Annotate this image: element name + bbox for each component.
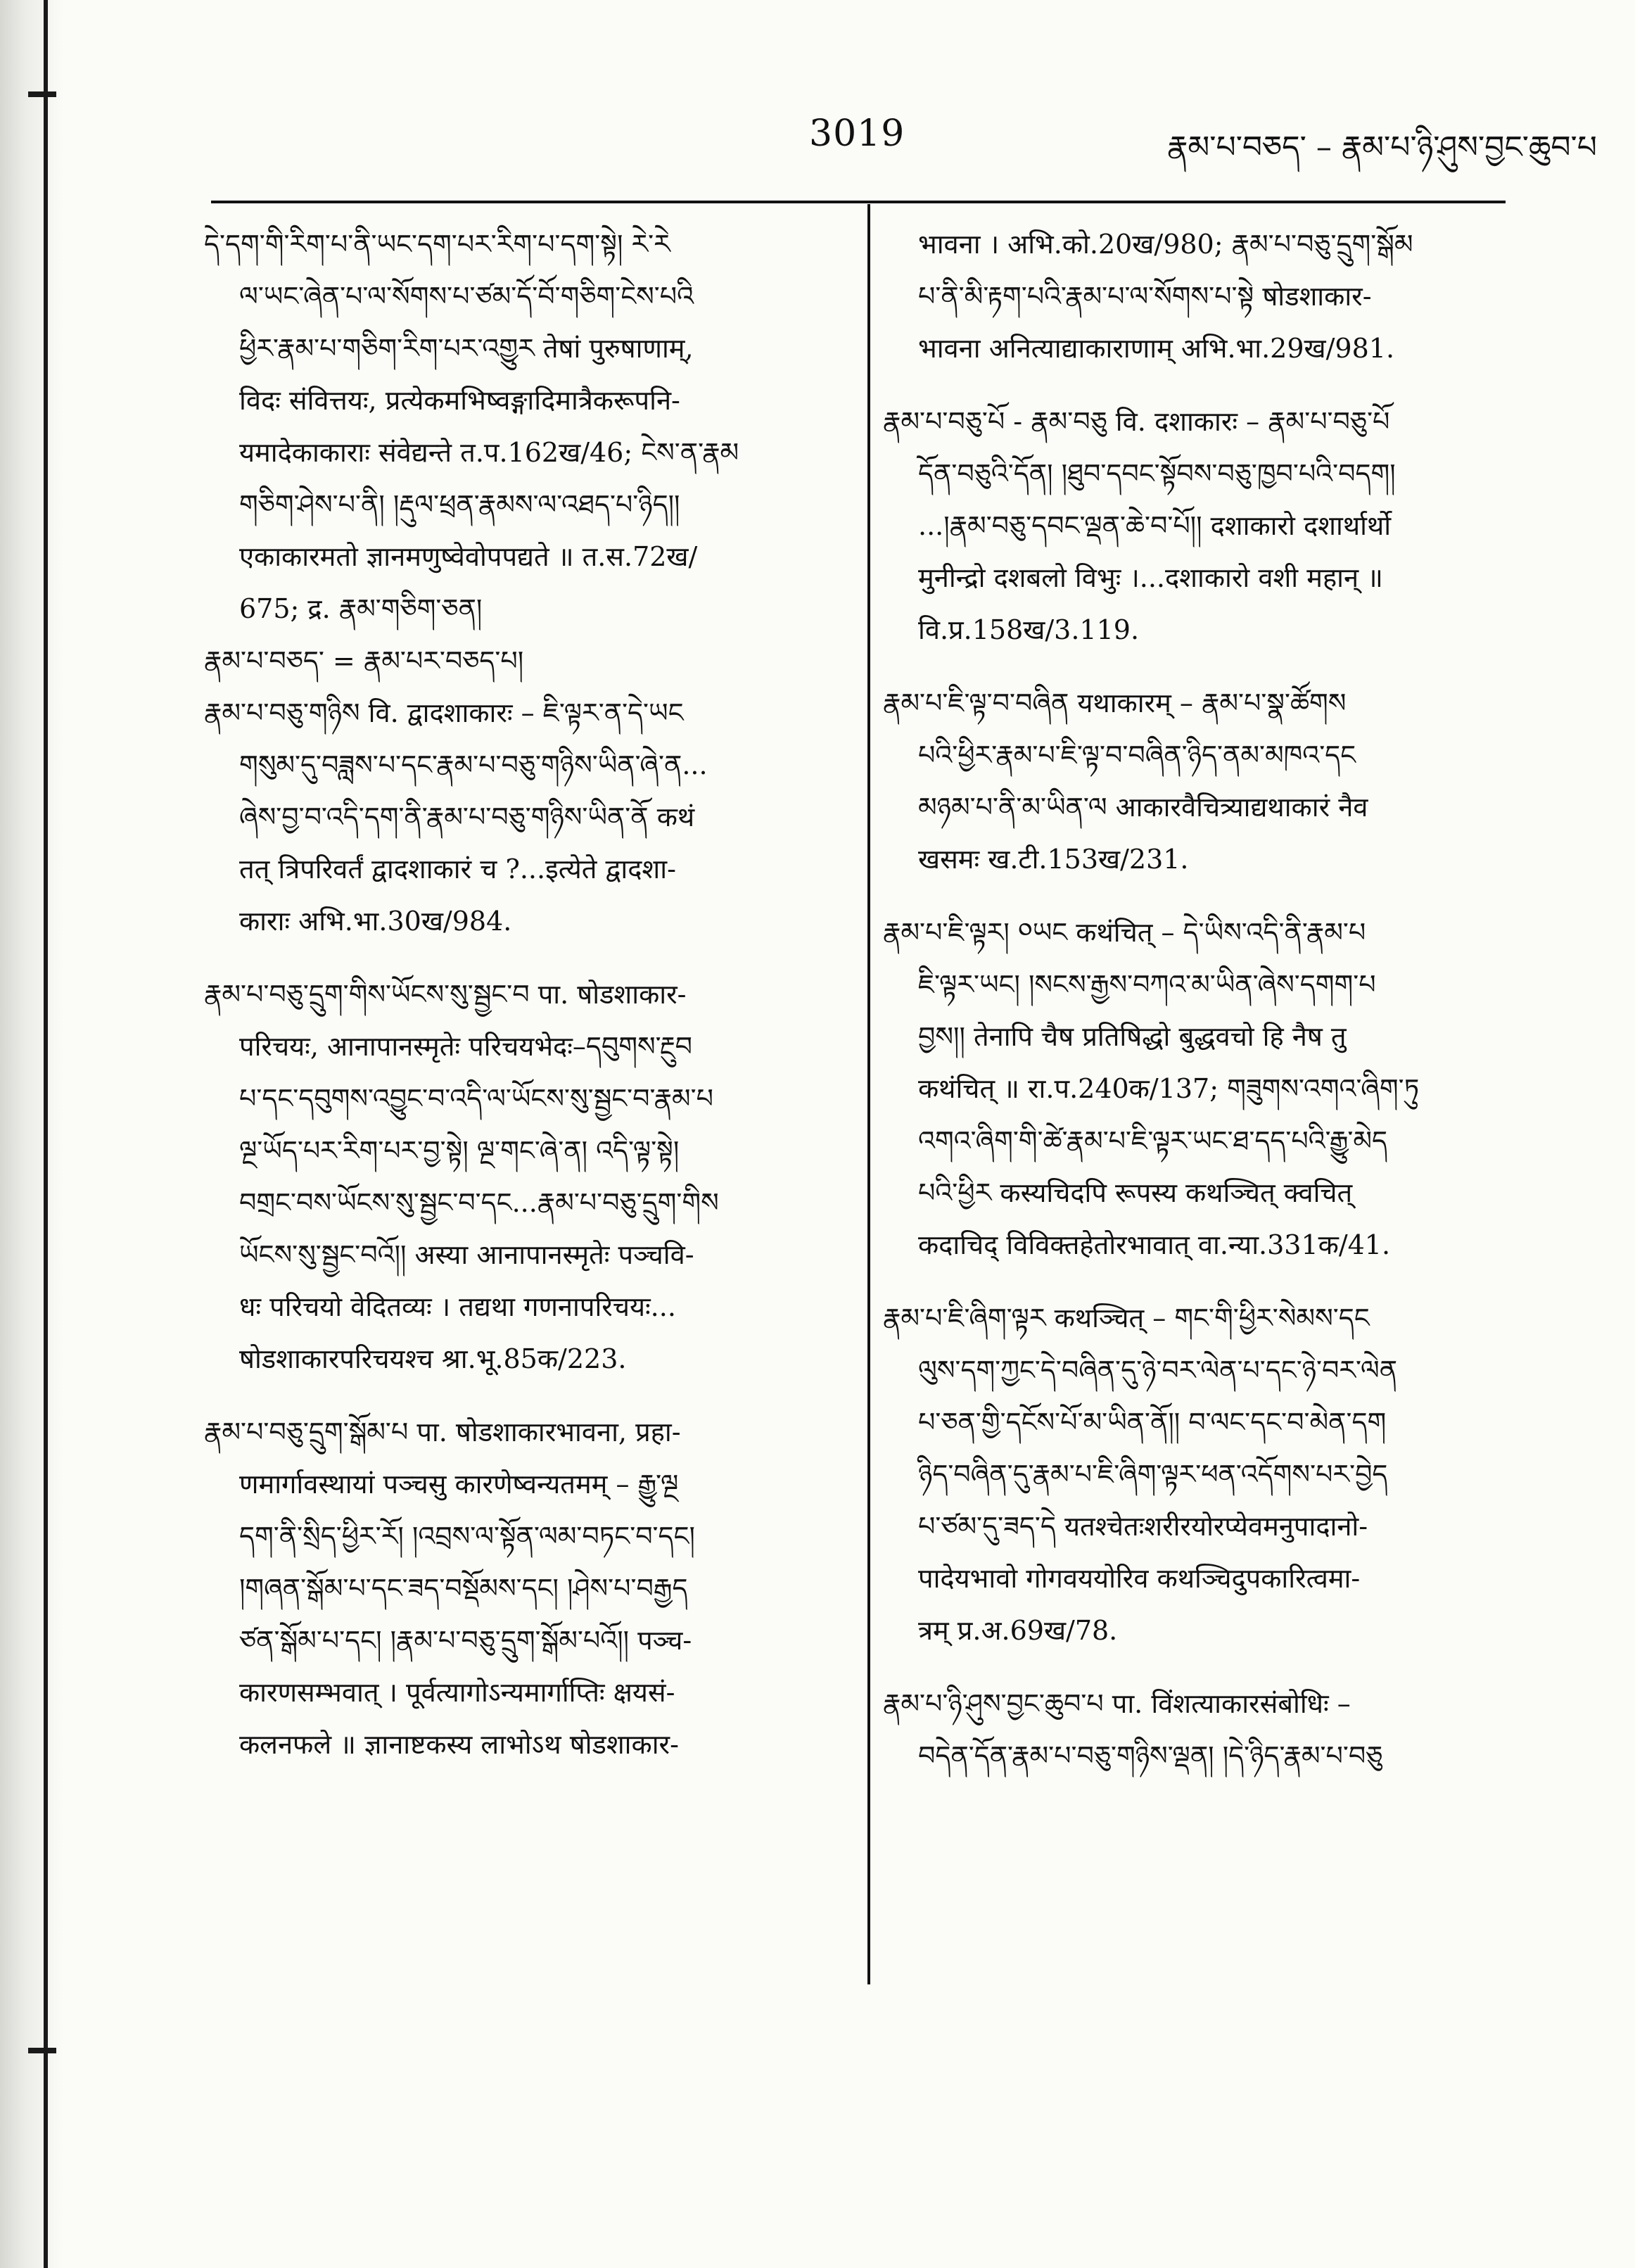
column-divider <box>867 204 870 1984</box>
entry-text-line: कलनफले ॥ ज्ञानाष्टकस्य लाभोऽथ षोडशाकार- <box>239 1729 679 1760</box>
entry-text-line: धः परिचयो वेदितव्यः । तद्यथा गणनापरिचयः... <box>239 1291 676 1322</box>
entry-headword-line: རྣམ་པ་བཅུ་དྲུག་སྒོམ་པ पा. षोडशाकारभावना, प्रहा- <box>204 1417 681 1447</box>
entry-text-line: कारणसम्भवात् । पूर्वत्यागोऽन्यमार्गाप्तिः क्षयसं- <box>239 1677 675 1708</box>
entry-text-line: ཙན་སྒོམ་པ་དང། །རྣམ་པ་བཅུ་དྲུག་སྒོམ་པའོ།། पञ्च- <box>239 1625 692 1656</box>
entry-text-line: པ་དང་དབུགས་འབྱུང་བ་འདི་ལ་ཡོངས་སུ་སྦྱང་བ་རྣམ་པ <box>239 1083 713 1114</box>
entry-text-line: एकाकारमतो ज्ञानमणुष्वेवोपपद्यते ॥ त.स.72ख/ <box>239 541 698 572</box>
entry-headword-line: རྣམ་པ་ཇི་ལྟ་བ་བཞིན यथाकारम् – རྣམ་པ་སྣ་ཚོགས <box>883 688 1347 718</box>
entry-headword-line: རྣམ་པ་ཇི་ལྟར། ༠ཡང कथंचित् – དེ་ཡིས་འདི་ནི་རྣམ་པ <box>883 917 1366 948</box>
entry-gap <box>883 885 1513 906</box>
entry-headword-line: རྣམ་པ་བཅུ་དྲུག་གིས་ཡོངས་སུ་སྦྱང་བ पा. षोडशाकार- <box>204 979 687 1010</box>
entry-headword-line: རྣམ་པ་བཅུ་གཉིས वि. द्वादशाकारः – ཇི་ལྟར་ན་དེ་ཡང <box>204 697 684 728</box>
entry-text-line: གསུམ་དུ་བཟླས་པ་དང་རྣམ་པ་བཅུ་གཉིས་ཡིན་ཞེ་ན... <box>239 749 708 780</box>
entry-text-line: པའི་ཕྱིར་རྣམ་པ་ཇི་ལྟ་བ་བཞིན་ཉིད་ནམ་མཁའ་དང <box>918 740 1356 771</box>
entry-text-line: त्रम् प्र.अ.69ख/78. <box>918 1615 1118 1646</box>
left-column <box>204 218 858 1770</box>
entry-text-line: भावना अनित्याद्याकाराणाम् अभि.भा.29ख/981. <box>918 333 1395 364</box>
entry-text-line: དག་ནི་སྲིད་ཕྱིར་རོ། །འབྲས་ལ་སྟོན་ལམ་བཏང་བ་དང། <box>239 1521 695 1552</box>
entry-headword-line: རྣམ་པ་ཇི་ཞིག་ལྟར कथञ्चित् – གང་གི་ཕྱིར་སེམས་དང <box>883 1303 1370 1333</box>
entry-gap <box>883 1656 1513 1678</box>
entry-text-line: མཉམ་པ་ནི་མ་ཡིན་ལ आकारवैचित्र्याद्यथाकारं नैव <box>918 792 1368 823</box>
entry-text-line: དོན་བཅུའི་དོན། །ཐུབ་དབང་སྟོབས་བཅུ་ཁྱབ་པའི་བདག། <box>918 458 1396 489</box>
entry-text-line: खसमः ख.टी.153ख/231. <box>918 844 1189 875</box>
page-number: 3019 <box>809 113 905 155</box>
entry-text-line: པ་ཙམ་དུ་ཟད་དེ यतश्चेतःशरीरयोरप्येवमनुपादानो- <box>918 1511 1368 1542</box>
entry-headword-line: རྣམ་པ་ཉི་ཤུས་བྱང་ཆུབ་པ पा. विंशत्याकारसंबोधिः – <box>883 1688 1351 1719</box>
right-column <box>883 218 1513 1782</box>
entry-text-line: བདེན་དོན་རྣམ་པ་བཅུ་གཉིས་ལྡན། །དེ་ཉིད་རྣམ་པ་བཅུ <box>918 1740 1383 1771</box>
entry-text-line: कदाचिद् विविक्तहेतोरभावात् वा.न्या.331क/41. <box>918 1229 1391 1260</box>
entry-text-line: वि.प्र.158ख/3.119. <box>918 614 1140 645</box>
entry-text-line: ལྔ་ཡོད་པར་རིག་པར་བྱ་སྟེ། ལྔ་གང་ཞེ་ན། འདི་ལྟ་སྟེ། <box>239 1135 680 1166</box>
entry-text-line: पादेयभावो गोगवययोरिव कथञ्चिदुपकारित्वमा- <box>918 1563 1361 1594</box>
entry-text-line: यमादेकाकाराः संवेद्यन्ते त.प.162ख/46; ངེས་ན་རྣམ <box>239 437 739 468</box>
entry-headword-line: རྣམ་པ་བཅུ་པོ - རྣམ་བཅུ वि. दशाकारः – རྣམ་པ་བཅུ་པོ <box>883 406 1390 437</box>
entry-text-line: ལུས་དག་ཀྱང་དེ་བཞིན་དུ་ཉེ་བར་ལེན་པ་དང་ཉེ་བར་ལེན <box>918 1355 1398 1386</box>
entry-text-line: འགའ་ཞིག་གི་ཚེ་རྣམ་པ་ཇི་ལྟར་ཡང་ཐ་དད་པའི་རྒྱུ་མེད <box>918 1125 1388 1156</box>
entry-text-line: ཡོངས་སུ་སྦྱང་བའོ།། अस्या आनापानस्मृतेः पञ्चवि- <box>239 1239 694 1270</box>
entry-headword-line: རྣམ་པ་བཅད་ = རྣམ་པར་བཅད་པ། <box>204 645 524 676</box>
entry-gap <box>204 947 858 968</box>
entry-text-line: 675; द्र. རྣམ་གཅིག་ཅན། <box>239 593 483 624</box>
binding-edge <box>0 0 63 2268</box>
entry-text-line: པ་ནི་མི་རྟག་པའི་རྣམ་པ་ལ་སོགས་པ་སྟེ षोडशाकार- <box>918 281 1372 312</box>
entry-gap <box>883 1271 1513 1292</box>
entry-text-line: काराः अभि.भा.30ख/984. <box>239 906 512 937</box>
entry-text-line: པ་ཅན་གྱི་དངོས་པོ་མ་ཡིན་ནོ།། བ་ལང་དང་བ་མེན་དག <box>918 1407 1387 1438</box>
entry-text-line: णमार्गावस्थायां पञ्चसु कारणेष्वन्यतमम् – རྒྱུ་ལྔ <box>239 1469 679 1500</box>
binding-line <box>44 0 48 2268</box>
entry-text-line: ...།རྣམ་བཅུ་དབང་ལྡན་ཆེ་བ་པོ།། दशाकारो दशार्थार्थो <box>918 510 1392 541</box>
entry-text-line: པའི་ཕྱིར कस्यचिदपि रूपस्य कथञ्चित् क्वचित् <box>918 1177 1353 1208</box>
binding-mark <box>28 2048 56 2053</box>
entry-text-line: ཇི་ལྟར་ཡང། །སངས་རྒྱས་བཀའ་མ་ཡིན་ཞེས་དགག་པ <box>918 969 1376 1000</box>
entry-text-line: षोडशाकारपरिचयश्च श्रा.भू.85क/223. <box>239 1343 627 1374</box>
entry-text-line: भावना । अभि.को.20ख/980; རྣམ་པ་བཅུ་དྲུག་སྒོམ <box>918 229 1413 260</box>
entry-text-line: ཕྱིར་རྣམ་པ་གཅིག་རིག་པར་འགྱུར तेषां पुरुषाणाम्, <box>239 333 694 364</box>
entry-text-line: मुनीन्द्रो दशबलो विभुः ।...दशाकारो वशी महान् ॥ <box>918 562 1383 593</box>
entry-gap <box>883 374 1513 395</box>
entry-text-line: तत् त्रिपरिवर्तं द्वादशाकारं च ?...इत्येते द्वादशा- <box>239 854 676 885</box>
running-head: རྣམ་པ་བཅད་ – རྣམ་པ་ཉི་ཤུས་བྱང་ཆུབ་པ <box>1167 129 1597 165</box>
entry-text-line: བགྲང་བས་ཡོངས་སུ་སྦྱང་བ་དང...རྣམ་པ་བཅུ་དྲུག་གིས <box>239 1187 719 1218</box>
entry-text-line: ཉིད་བཞིན་དུ་རྣམ་པ་ཇི་ཞིག་ལྟར་ཕན་འདོགས་པར་བྱེད <box>918 1459 1388 1490</box>
entry-text-line: परिचयः, आनापानस्मृतेः परिचयभेदः–དབུགས་རྔུབ <box>239 1031 693 1062</box>
entry-gap <box>883 656 1513 677</box>
entry-text-line: གཅིག་ཤེས་པ་ནི། །རྡུལ་ཕྲན་རྣམས་ལ་འཐད་པ་ཉིད།། <box>239 489 680 520</box>
entry-text-line: ལ་ཡང་ཞེན་པ་ལ་སོགས་པ་ཙམ་དོ་བོ་གཅིག་ངེས་པའི <box>239 281 694 312</box>
entry-headword-line: དེ་དག་གི་རིག་པ་ནི་ཡང་དག་པར་རིག་པ་དག་སྟེ། རེ་རེ <box>204 229 670 260</box>
header-rule <box>211 201 1506 203</box>
entry-text-line: །གཞན་སྒོམ་པ་དང་ཟད་བསྡོམས་དང། །ཤེས་པ་བརྒྱད <box>239 1573 688 1604</box>
entry-text-line: ཞེས་བྱ་བ་འདི་དག་ནི་རྣམ་པ་བཅུ་གཉིས་ཡིན་ནོ कथं <box>239 802 695 832</box>
entry-text-line: विदः संवित्तयः, प्रत्येकमभिष्वङ्गादिमात्रैकरूपनि- <box>239 385 680 416</box>
entry-gap <box>204 1385 858 1406</box>
entry-text-line: कथंचित् ॥ रा.प.240क/137; གཟུགས་འགའ་ཞིག་ཏུ <box>918 1073 1420 1104</box>
entry-text-line: བྱས།། तेनापि चैष प्रतिषिद्धो बुद्धवचो हि नैष तु <box>918 1021 1347 1052</box>
binding-mark <box>28 91 56 97</box>
